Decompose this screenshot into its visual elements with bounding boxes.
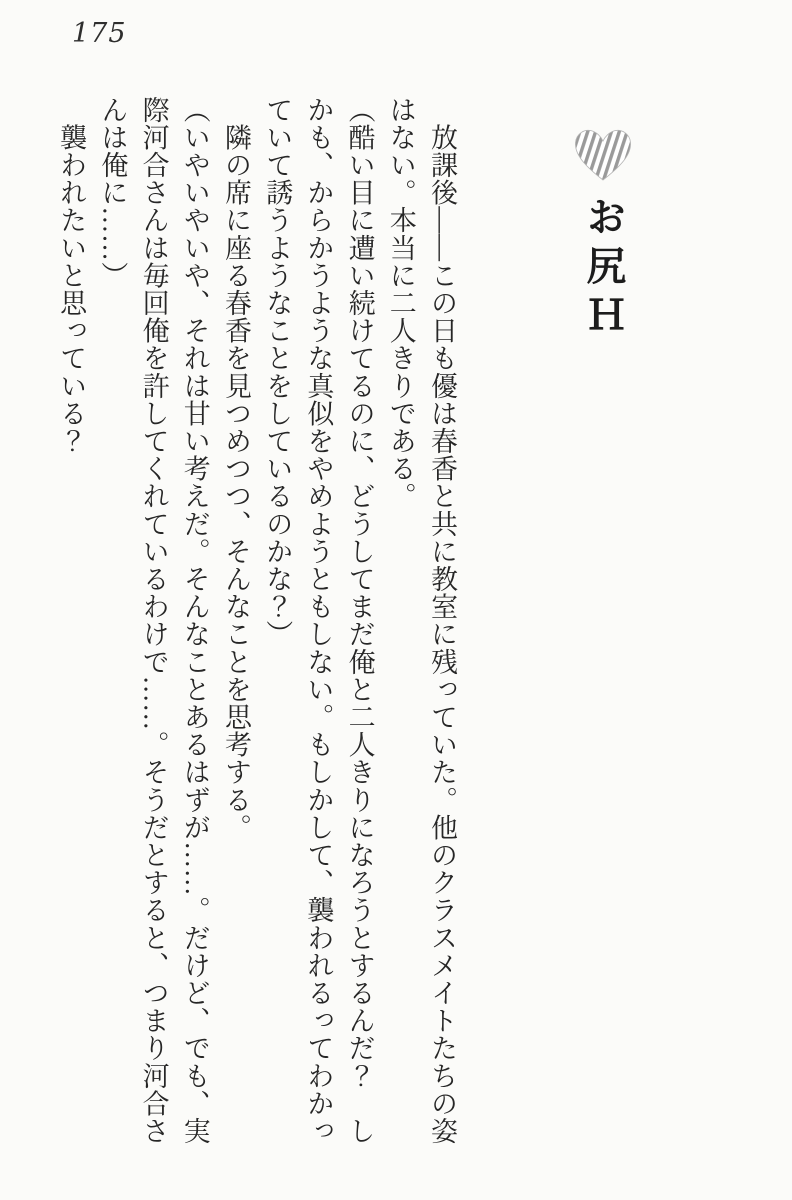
- text-column: 襲われたいと思っている？: [56, 96, 87, 455]
- body-text: [50, 96, 462, 1148]
- text-column: 放課後——この日も優は春香と共に教室に残っていた。他のクラスメイトたちの姿: [427, 96, 457, 1145]
- striped-heart-icon: [572, 126, 634, 184]
- text-column: （いやいやいや、それは甘い考えだ。そんなことあるはずが……。だけど、でも、実: [179, 96, 210, 1145]
- chapter-heading: [570, 126, 636, 343]
- page-number: 175: [72, 18, 127, 49]
- text-column: （酷い目に遭い続けてるのに、どうしてまだ俺と二人きりになろうとするんだ？ し: [344, 96, 375, 1145]
- text-column: 隣の席に座る春香を見つめつつ、そんなことを思考する。: [220, 96, 251, 842]
- text-column: んは俺に……）: [97, 96, 128, 290]
- text-column: 際河合さんは毎回俺を許してくれているわけで……。そうだとすると、つまり河合さ: [138, 96, 169, 1145]
- chapter-title: お尻Ｈ: [581, 196, 626, 343]
- text-column: かも、からかうような真似をやめようともしない。もしかして、襲われるってわかっ: [303, 96, 334, 1145]
- text-column: はない。本当に二人きりである。: [385, 96, 416, 510]
- text-column: ていて誘うようなことをしているのかな？）: [262, 96, 293, 648]
